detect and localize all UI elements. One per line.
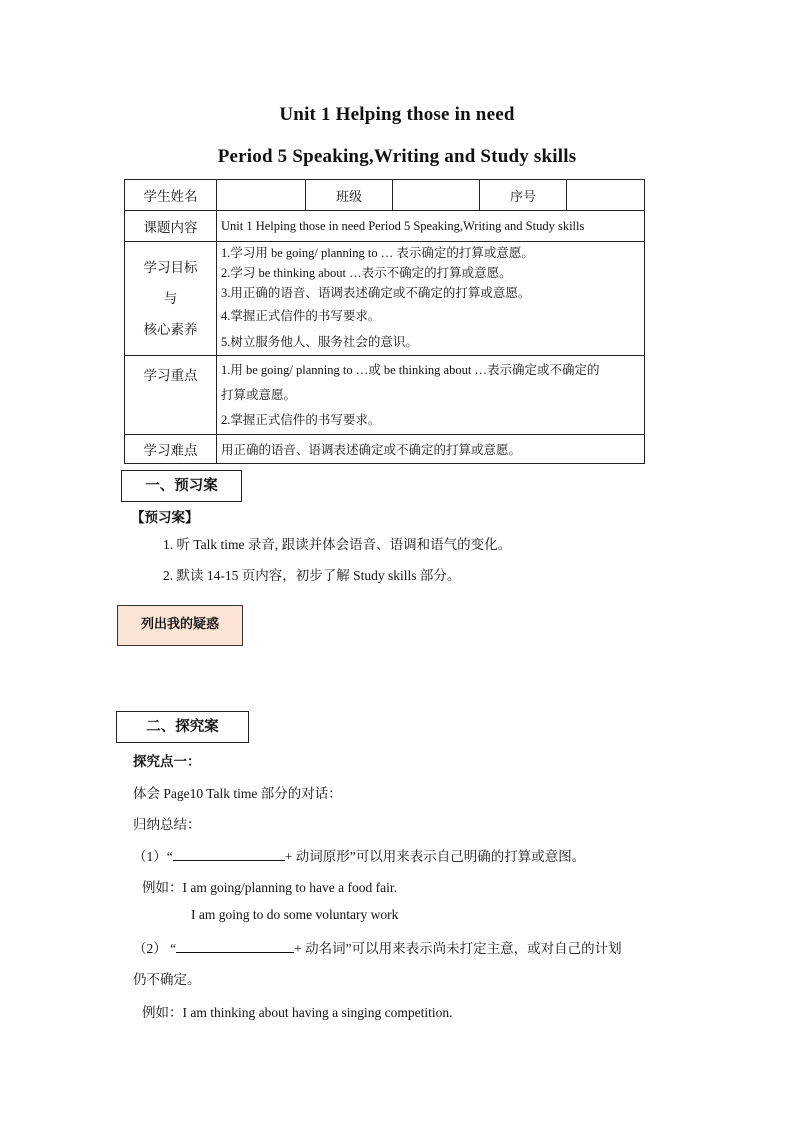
goal-item: 1.学习用 be going/ planning to … 表示确定的打算或意愿。 xyxy=(221,245,534,260)
key-item: 2.掌握正式信件的书写要求。 xyxy=(221,412,381,427)
explore-point-heading: 探究点一： xyxy=(133,754,201,769)
doubts-box: 列出我的疑惑 xyxy=(117,605,243,646)
preview-section-title: 一、预习案 xyxy=(121,470,242,502)
goal-item: 4.掌握正式信件的书写要求。 xyxy=(221,308,381,323)
table-row xyxy=(125,356,645,435)
difficult-label: 学习难点 xyxy=(125,435,217,464)
goals-label-line: 与 xyxy=(163,291,178,306)
preview-item: 1. 听 Talk time 录音, 跟读并体会语音、语调和语气的变化。 xyxy=(163,537,512,552)
fill-blank-1[interactable] xyxy=(173,846,285,861)
key-item: 打算或意愿。 xyxy=(221,387,297,402)
example-label: 例如： xyxy=(142,880,183,895)
summary-item-2-cont: 仍不确定。 xyxy=(133,972,201,987)
summary-item-2 xyxy=(133,937,622,957)
unit-title: Unit 1 Helping those in need xyxy=(279,104,515,125)
preview-heading: 【预习案】 xyxy=(131,510,199,525)
goal-item: 3.用正确的语音、语调表述确定或不确定的打算或意愿。 xyxy=(221,285,531,300)
goals-label-line: 学习目标 xyxy=(143,260,198,275)
summary-label: 归纳总结： xyxy=(133,817,201,832)
example-2a xyxy=(142,1001,452,1021)
explore-intro: 体会 Page10 Talk time 部分的对话： xyxy=(133,786,342,801)
difficult-value: 用正确的语音、语调表述确定或不确定的打算或意愿。 xyxy=(217,435,645,464)
key-item: 1.用 be going/ planning to …或 be thinking about …表示确定或不确定的 xyxy=(221,362,600,377)
item1-prefix: （1）“ xyxy=(133,849,173,864)
summary-item-1 xyxy=(133,845,585,865)
class-label: 班级 xyxy=(306,180,393,211)
period-title: Period 5 Speaking,Writing and Study skills xyxy=(217,146,577,167)
key-label: 学习重点 xyxy=(125,356,217,435)
class-value-cell[interactable] xyxy=(393,180,480,211)
name-label: 学生姓名 xyxy=(125,180,217,211)
topic-label: 课题内容 xyxy=(125,211,217,242)
goals-label xyxy=(125,242,217,356)
goals-label-line: 核心素养 xyxy=(143,322,198,337)
example-text: I am going/planning to have a food fair. xyxy=(182,880,397,895)
example-label: 例如： xyxy=(142,1005,183,1020)
table-row xyxy=(125,242,645,356)
goal-item: 2.学习 be thinking about …表示不确定的打算或意愿。 xyxy=(221,265,512,280)
example-text: I am thinking about having a singing competition. xyxy=(182,1005,453,1020)
name-value-cell[interactable] xyxy=(217,180,306,211)
number-value-cell[interactable] xyxy=(567,180,645,211)
item2-prefix: （2） “ xyxy=(133,941,177,956)
example-1a xyxy=(142,876,397,896)
item1-suffix: + 动词原形”可以用来表示自己明确的打算或意图。 xyxy=(284,849,586,864)
number-label: 序号 xyxy=(480,180,567,211)
table-row xyxy=(125,435,645,464)
example-1b: I am going to do some voluntary work xyxy=(191,907,399,922)
goals-content xyxy=(217,242,645,356)
table-row xyxy=(125,180,645,211)
key-content xyxy=(217,356,645,435)
preview-item: 2. 默读 14-15 页内容，初步了解 Study skills 部分。 xyxy=(163,568,461,583)
table-row xyxy=(125,211,645,242)
fill-blank-2[interactable] xyxy=(176,938,294,953)
item2-suffix: + 动名词”可以用来表示尚未打定主意，或对自己的计划 xyxy=(294,941,622,956)
goal-item: 5.树立服务他人、服务社会的意识。 xyxy=(221,334,418,349)
student-info-table xyxy=(124,179,645,464)
topic-value: Unit 1 Helping those in need Period 5 Speaking,Writing and Study skills xyxy=(217,211,645,242)
explore-section-title: 二、探究案 xyxy=(116,711,249,743)
